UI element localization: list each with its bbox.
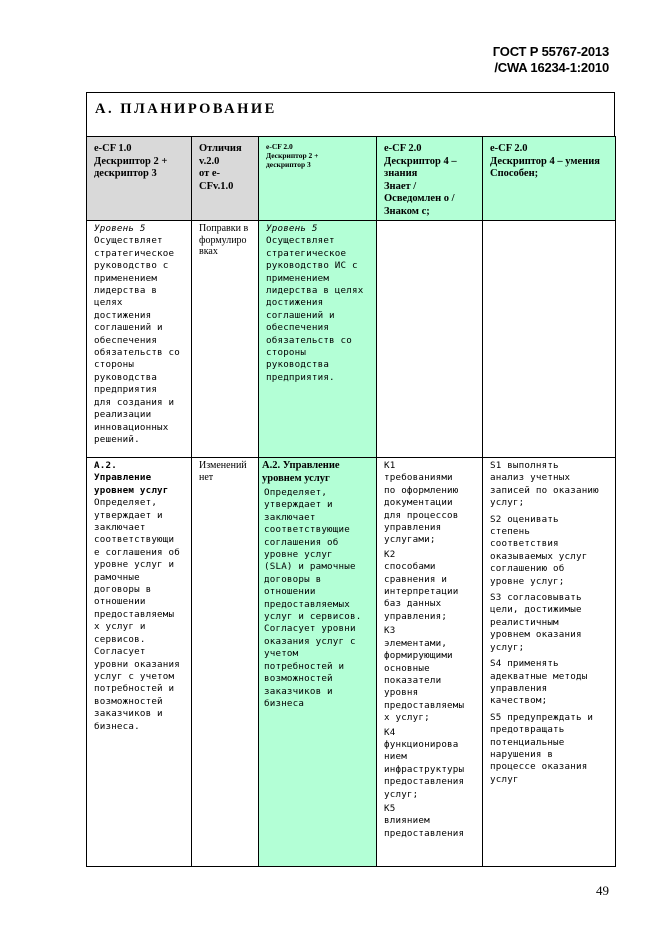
- text-line: v.2.0: [199, 155, 220, 167]
- text-line: решений.: [94, 433, 140, 445]
- header-ecf2-skills: [483, 137, 616, 221]
- text-line: соответствующи: [94, 534, 175, 546]
- text-line: руководство ИС с: [266, 260, 358, 272]
- standard-code-cwa: /CWA 16234-1:2010: [494, 60, 609, 75]
- text-line: Согласует уровни: [264, 623, 356, 635]
- a2-ecf1-cell: [87, 458, 192, 867]
- header-ecf2-descriptor: [259, 137, 377, 221]
- text-line: дескриптор 3: [266, 160, 311, 169]
- text-line: достижения: [94, 309, 152, 321]
- skill-text: потенциальные: [490, 736, 565, 748]
- knowledge-text: инфраструктуры: [384, 763, 465, 775]
- text-line: Уровень 5: [266, 223, 318, 234]
- text-line: стороны: [94, 359, 135, 371]
- skill-text: предотвращать: [490, 724, 565, 736]
- skill-item: [490, 460, 612, 510]
- text-line: применением: [94, 272, 158, 284]
- text-line: Дескриптор 4 – умения: [490, 155, 600, 167]
- text-line: бизнеса: [264, 697, 305, 709]
- text-line: лидерства в целях: [266, 285, 364, 297]
- text-line: учетом: [264, 648, 299, 660]
- knowledge-code: К4: [384, 726, 396, 738]
- knowledge-item: [384, 727, 479, 801]
- text-line: заключает: [94, 522, 146, 534]
- text-line: от e-: [199, 168, 221, 179]
- knowledge-text: показатели: [384, 674, 442, 686]
- knowledge-text: влиянием: [384, 815, 430, 827]
- knowledge-text: требованиями: [384, 472, 453, 484]
- skill-text: S2 оценивать: [490, 513, 559, 525]
- text-line: e-CF 2.0: [384, 143, 422, 154]
- text-line: стороны: [266, 347, 307, 359]
- knowledge-text: функционирова: [384, 738, 459, 750]
- knowledge-item: [384, 549, 479, 623]
- text-line: целях: [94, 297, 123, 309]
- skill-text: качеством;: [490, 695, 548, 707]
- text-line: заказчиков и: [94, 708, 163, 720]
- text-line: потребностей и: [264, 660, 345, 672]
- text-line: Изменений: [199, 460, 247, 471]
- knowledge-text: услуг;: [384, 788, 419, 800]
- skill-text: соответствия: [490, 538, 559, 550]
- text-line: инновационных: [94, 421, 169, 433]
- skill-text: цели, достижимые: [490, 604, 582, 616]
- skill-text: нарушения в: [490, 748, 554, 760]
- text-line: заказчиков и: [264, 685, 333, 697]
- knowledge-text: способами: [384, 561, 436, 573]
- text-line: возможностей: [94, 695, 163, 707]
- text-line: знания: [384, 168, 418, 179]
- knowledge-list: [384, 460, 479, 840]
- knowledge-code: К2: [384, 548, 396, 560]
- skills-list: [490, 460, 612, 786]
- text-line: соглашений и: [266, 309, 335, 321]
- knowledge-item: [384, 625, 479, 724]
- text-line: соглашения об: [264, 536, 339, 548]
- level-skills-cell: [483, 221, 616, 458]
- text-line: возможностей: [264, 673, 333, 685]
- a2-ecf1-title: [94, 460, 188, 497]
- a2-ecf2-title: [262, 460, 373, 485]
- text-line: А.2.: [94, 460, 117, 471]
- skill-text: соглашению об: [490, 563, 565, 575]
- knowledge-text: основные: [384, 662, 430, 674]
- text-line: Знаком с;: [384, 205, 430, 217]
- text-line: обеспечения: [266, 322, 330, 334]
- text-line: Уровень 5: [94, 223, 146, 234]
- text-line: e-CF 2.0: [266, 142, 293, 151]
- text-line: утверждает и: [264, 499, 333, 511]
- text-line: соответствующие: [264, 524, 350, 536]
- skill-text: S1 выполнять: [490, 460, 559, 471]
- text-line: услуг и сервисов.: [264, 611, 362, 623]
- text-line: уровнем услуг: [262, 472, 330, 484]
- skill-text: S3 согласовывать: [490, 592, 582, 604]
- text-line: e-CF 1.0: [94, 143, 132, 154]
- text-line: обязательств со: [94, 347, 180, 359]
- header-ecf2-knowledge: [377, 137, 483, 221]
- a2-skills-cell: [483, 458, 616, 867]
- skill-item: [490, 592, 612, 654]
- page-number: 49: [596, 883, 609, 898]
- text-line: предоставляемы: [94, 608, 175, 620]
- text-line: сервисов.: [94, 633, 146, 645]
- text-line: руководства: [94, 371, 158, 383]
- text-line: Знает /: [384, 180, 417, 192]
- document-header: [493, 44, 609, 76]
- header-ecf1: [87, 137, 192, 221]
- knowledge-text: баз данных: [384, 598, 442, 610]
- knowledge-text: сравнения и: [384, 573, 448, 585]
- text-line: утверждает и: [94, 509, 163, 521]
- text-line: уровнем услуг: [94, 484, 169, 496]
- knowledge-code: К3: [384, 625, 396, 637]
- skill-text: услуг;: [490, 497, 525, 509]
- text-line: для создания и: [94, 396, 175, 408]
- text-line: формулиро: [199, 234, 247, 246]
- table-header-row: [87, 137, 616, 221]
- skill-text: реалистичным: [490, 616, 559, 628]
- skill-item: [490, 514, 612, 588]
- knowledge-text: интерпретации: [384, 586, 459, 598]
- competence-table: [86, 136, 616, 867]
- text-line: Поправки в: [199, 223, 249, 234]
- text-line: предоставляемых: [264, 598, 350, 610]
- text-line: Способен;: [490, 168, 539, 179]
- knowledge-text: документации: [384, 497, 453, 509]
- skill-text: оказываемых услуг: [490, 550, 588, 562]
- text-line: стратегическое: [94, 247, 175, 259]
- text-line: Согласует: [94, 646, 146, 658]
- text-line: отношении: [264, 586, 316, 598]
- skill-text: услуг;: [490, 641, 525, 653]
- skill-text: анализ учетных: [490, 472, 571, 484]
- text-line: (SLA) и рамочные: [264, 561, 356, 573]
- text-line: Осуществляет: [266, 235, 335, 247]
- level-ecf2-cell: [259, 221, 377, 458]
- knowledge-text: для процессов: [384, 509, 459, 521]
- standard-code: ГОСТ Р 55767-2013: [492, 44, 609, 59]
- skill-text: S4 применять: [490, 658, 559, 670]
- text-line: достижения: [266, 297, 324, 309]
- text-line: уровне услуг и: [94, 559, 175, 571]
- skill-text: управления: [490, 682, 548, 694]
- text-line: Управление: [94, 472, 152, 484]
- knowledge-text: предоставления: [384, 776, 465, 788]
- skill-text: уровнем оказания: [490, 629, 582, 641]
- knowledge-code: К5: [384, 802, 396, 814]
- skill-text: услуг: [490, 773, 519, 785]
- knowledge-text: уровня: [384, 687, 419, 699]
- text-line: Осведомлен о /: [384, 193, 455, 204]
- text-line: Дескриптор 2 +: [266, 151, 319, 160]
- knowledge-text: управления: [384, 522, 442, 534]
- a2-differences-cell: [192, 458, 259, 867]
- knowledge-text: элементами,: [384, 637, 448, 649]
- skill-text: адекватные методы: [490, 670, 588, 682]
- text-line: предприятия.: [266, 371, 335, 383]
- text-line: Определяет,: [264, 487, 328, 498]
- header-differences: [192, 137, 259, 221]
- text-line: услуг с учетом: [94, 670, 175, 682]
- knowledge-text: х услуг;: [384, 712, 430, 724]
- knowledge-item: [384, 803, 479, 840]
- knowledge-text: нием: [384, 751, 407, 763]
- text-line: вках: [199, 246, 218, 257]
- text-line: лидерства в: [94, 285, 158, 297]
- knowledge-text: по оформлению: [384, 484, 459, 496]
- text-line: Дескриптор 4 –: [384, 155, 457, 167]
- text-line: Определяет,: [94, 497, 158, 509]
- knowledge-text: предоставляемы: [384, 699, 465, 711]
- knowledge-item: [384, 460, 479, 547]
- text-line: руководство с: [94, 260, 169, 272]
- text-line: стратегическое: [266, 247, 347, 259]
- text-line: Осуществляет: [94, 235, 163, 247]
- skill-text: записей по оказанию: [490, 484, 599, 496]
- skill-text: S5 предупреждать и: [490, 711, 594, 723]
- a2-knowledge-cell: [377, 458, 483, 867]
- text-line: оказания услуг с: [264, 635, 356, 647]
- skill-item: [490, 712, 612, 786]
- table-row-level: [87, 221, 616, 458]
- knowledge-text: предоставления: [384, 827, 465, 839]
- knowledge-code: К1: [384, 460, 396, 471]
- text-line: CFv.1.0: [199, 180, 234, 192]
- knowledge-text: управления;: [384, 610, 448, 622]
- text-line: применением: [266, 272, 330, 284]
- text-line: е соглашения об: [94, 546, 180, 558]
- text-line: уровни оказания: [94, 658, 180, 670]
- text-line: рамочные: [94, 571, 140, 583]
- text-line: e-CF 2.0: [490, 143, 528, 154]
- text-line: отношении: [94, 596, 146, 608]
- text-line: заключает: [264, 511, 316, 523]
- level-ecf1-cell: [87, 221, 192, 458]
- table-row-a2: [87, 458, 616, 867]
- a2-ecf2-cell: [259, 458, 377, 867]
- knowledge-text: формирующими: [384, 650, 453, 662]
- section-title: А. ПЛАНИРОВАНИЕ: [86, 92, 615, 136]
- skill-text: уровне услуг;: [490, 575, 565, 587]
- text-line: обязательств со: [266, 334, 352, 346]
- text-line: договоры в: [264, 573, 322, 585]
- level-knowledge-cell: [377, 221, 483, 458]
- text-line: А.2. Управление: [262, 460, 340, 471]
- text-line: соглашений и: [94, 322, 163, 334]
- text-line: уровне услуг: [264, 549, 333, 561]
- text-line: обеспечения: [94, 334, 158, 346]
- text-line: руководства: [266, 359, 330, 371]
- level-differences-cell: [192, 221, 259, 458]
- text-line: дескриптор 3: [94, 168, 157, 179]
- text-line: договоры в: [94, 584, 152, 596]
- skill-text: степень: [490, 526, 531, 538]
- text-line: Отличия: [199, 143, 242, 154]
- text-line: Дескриптор 2 +: [94, 155, 168, 167]
- text-line: бизнеса.: [94, 720, 140, 732]
- text-line: потребностей и: [94, 683, 175, 695]
- text-line: х услуг и: [94, 621, 146, 633]
- text-line: предприятия: [94, 384, 158, 396]
- a2-ecf1-body: [94, 497, 188, 733]
- text-line: реализации: [94, 409, 152, 421]
- skill-text: процессе оказания: [490, 761, 588, 773]
- a2-ecf2-body: [262, 487, 373, 710]
- skill-item: [490, 658, 612, 708]
- text-line: нет: [199, 471, 214, 483]
- knowledge-text: услугами;: [384, 534, 436, 546]
